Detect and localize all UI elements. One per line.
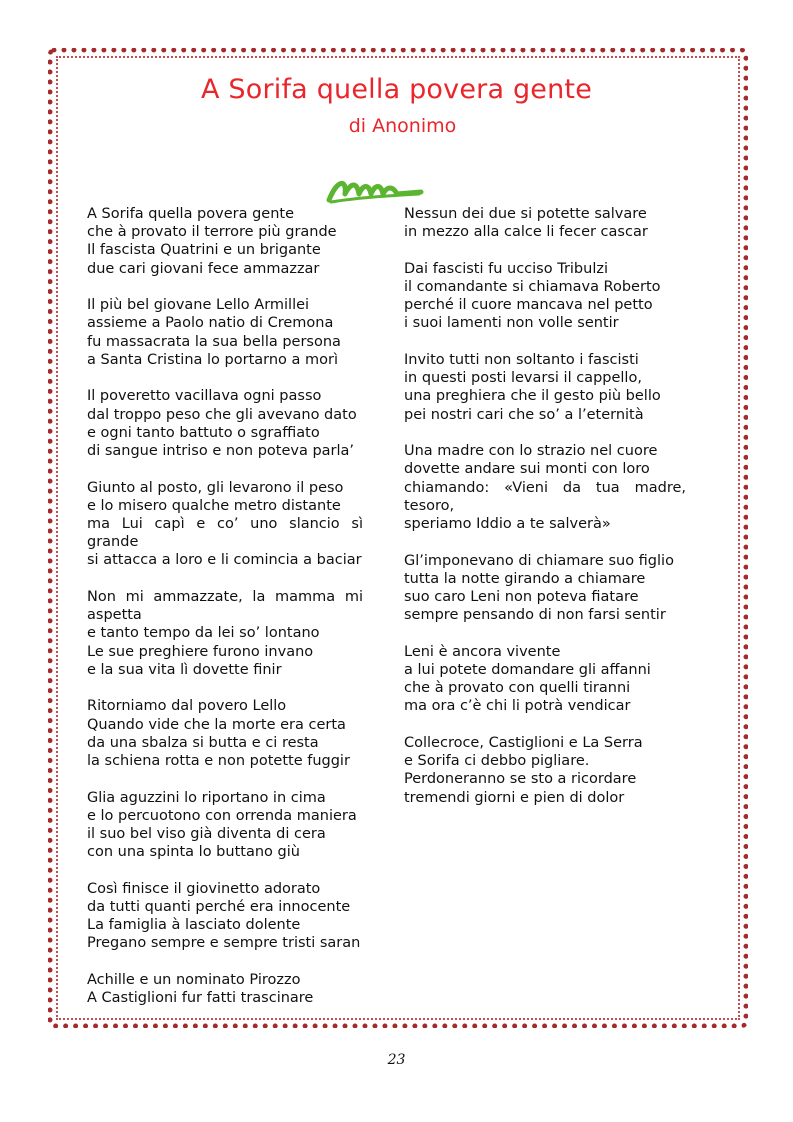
poem-line: in questi posti levarsi il cappello,: [404, 370, 642, 387]
poem-line: si attacca a loro e li comincia a baciar: [87, 552, 362, 569]
poem-line: il suo bel viso già diventa di cera: [87, 826, 326, 843]
poem-line: A Sorifa quella povera gente: [87, 206, 295, 222]
poem-line: Glia aguzzini lo riportano in cima: [87, 789, 326, 806]
poem-line: tutta la notte girando a chiamare: [404, 570, 646, 587]
poem-line: ma ora c’è chi li potrà vendicar: [404, 698, 631, 715]
poem-line: Il più bel giovane Lello Armillei: [87, 297, 310, 314]
poem-line: fu massacrata la sua bella persona: [87, 333, 341, 350]
poem-line: dovette andare sui monti con loro: [404, 461, 650, 478]
poem-line: La famiglia à lasciato dolente: [87, 917, 301, 934]
poem-line: Achille e un nominato Pirozzo: [87, 972, 301, 989]
poem-line: da una sbalza si butta e ci resta: [87, 734, 319, 751]
poem-line: e tanto tempo da lei so’ lontano: [87, 625, 320, 642]
poem-line: la schiena rotta e non potette fuggir: [87, 753, 350, 770]
poem-line: Quando vide che la morte era certa: [87, 716, 346, 733]
poem-line: due cari giovani fece ammazzar: [87, 260, 320, 277]
poem-line: speriamo Iddio a te salverà»: [404, 516, 611, 533]
stanza: [87, 296, 363, 369]
poem-line: Il poveretto vacillava ogni passo: [87, 388, 322, 405]
poem-line: Le sue preghiere furono invano: [87, 643, 314, 660]
poem-title: A Sorifa quella povera gente: [200, 74, 593, 105]
stanza: [87, 387, 363, 460]
poem-line: Perdoneranno se sto a ricordare: [404, 771, 637, 788]
poem-line: da tutti quanti perché era innocente: [87, 899, 351, 916]
stanza: [87, 880, 363, 953]
poem-line: e Sorifa ci debbo pigliare.: [404, 753, 590, 770]
stanza: [87, 971, 363, 1007]
stanza: [404, 351, 686, 424]
poem-line: e lo percuotono con orrenda maniera: [87, 807, 357, 824]
stanza: [87, 697, 363, 770]
poem-line: Gl’imponevano di chiamare suo figlio: [404, 552, 674, 569]
stanza: [87, 479, 363, 570]
stanza: [404, 734, 686, 807]
poem-line: perché il cuore mancava nel petto: [404, 297, 653, 314]
poem-line: una preghiera che il gesto più bello: [404, 388, 661, 405]
poem-line: Il fascista Quatrini e un brigante: [87, 242, 321, 259]
stanza: [404, 260, 686, 333]
poem-line: Leni è ancora vivente: [404, 643, 561, 660]
stanza: [404, 205, 686, 241]
poem-line: e ogni tanto battuto o sgraffiato: [87, 424, 320, 441]
poem-line: assieme a Paolo natio di Cremona: [87, 315, 334, 332]
poem-line: Una madre con lo strazio nel cuore: [404, 443, 658, 460]
poem-line: tremendi giorni e pien di dolor: [404, 789, 625, 806]
poem-line: ma Lui capì e co’ uno slancio sì grande: [87, 516, 363, 551]
poem-line: Collecroce, Castiglioni e La Serra: [404, 735, 643, 752]
poem-line: A Castiglioni fur fatti trascinare: [87, 990, 314, 1007]
stanza: [404, 552, 686, 625]
poem-line: Non mi ammazzate, la mamma mi aspetta: [87, 589, 363, 624]
poem-line: suo caro Leni non poteva fiatare: [404, 589, 639, 606]
poem-line: Pregano sempre e sempre tristi saran: [87, 935, 361, 952]
green-signature-icon: [325, 172, 425, 206]
poem-line: di sangue intriso e non poteva parla’: [87, 443, 355, 460]
poem-line: sempre pensando di non farsi sentir: [404, 607, 666, 624]
poem-line: chiamando: «Vieni da tua madre, tesoro,: [404, 479, 686, 514]
poem-line: Nessun dei due si potette salvare: [404, 206, 647, 222]
poem-line: Dai fascisti fu ucciso Tribulzi: [404, 260, 608, 277]
poem-line: con una spinta lo buttano giù: [87, 844, 300, 861]
poem-author: di Anonimo: [348, 115, 457, 137]
poem-line: in mezzo alla calce li fecer cascar: [404, 224, 648, 241]
stanza: [404, 643, 686, 716]
stanza: [87, 205, 363, 278]
poem-line: Giunto al posto, gli levarono il peso: [87, 479, 344, 496]
page-number: 23: [387, 1052, 406, 1068]
poem-column-left: [87, 205, 363, 1026]
stanza: [87, 588, 363, 679]
poem-line: e lo misero qualche metro distante: [87, 497, 341, 514]
poem-line: il comandante si chiamava Roberto: [404, 279, 661, 295]
poem-line: Così finisce il giovinetto adorato: [87, 880, 321, 897]
poem-line: Invito tutti non soltanto i fascisti: [404, 352, 639, 368]
stanza: [404, 442, 686, 533]
poem-column-right: [404, 205, 686, 825]
poem-line: che à provato il terrore più grande: [87, 224, 337, 241]
stanza: [87, 789, 363, 862]
poem-line: e la sua vita lì dovette finir: [87, 661, 282, 678]
poem-line: pei nostri cari che so’ a l’eternità: [404, 406, 644, 423]
poem-line: a lui potete domandare gli affanni: [404, 662, 651, 679]
poem-line: a Santa Cristina lo portarno a morì: [87, 351, 338, 368]
poem-line: i suoi lamenti non volle sentir: [404, 315, 619, 332]
poem-line: dal troppo peso che gli avevano dato: [87, 406, 357, 423]
poem-line: che à provato con quelli tiranni: [404, 680, 631, 697]
poem-line: Ritorniamo dal povero Lello: [87, 698, 287, 715]
